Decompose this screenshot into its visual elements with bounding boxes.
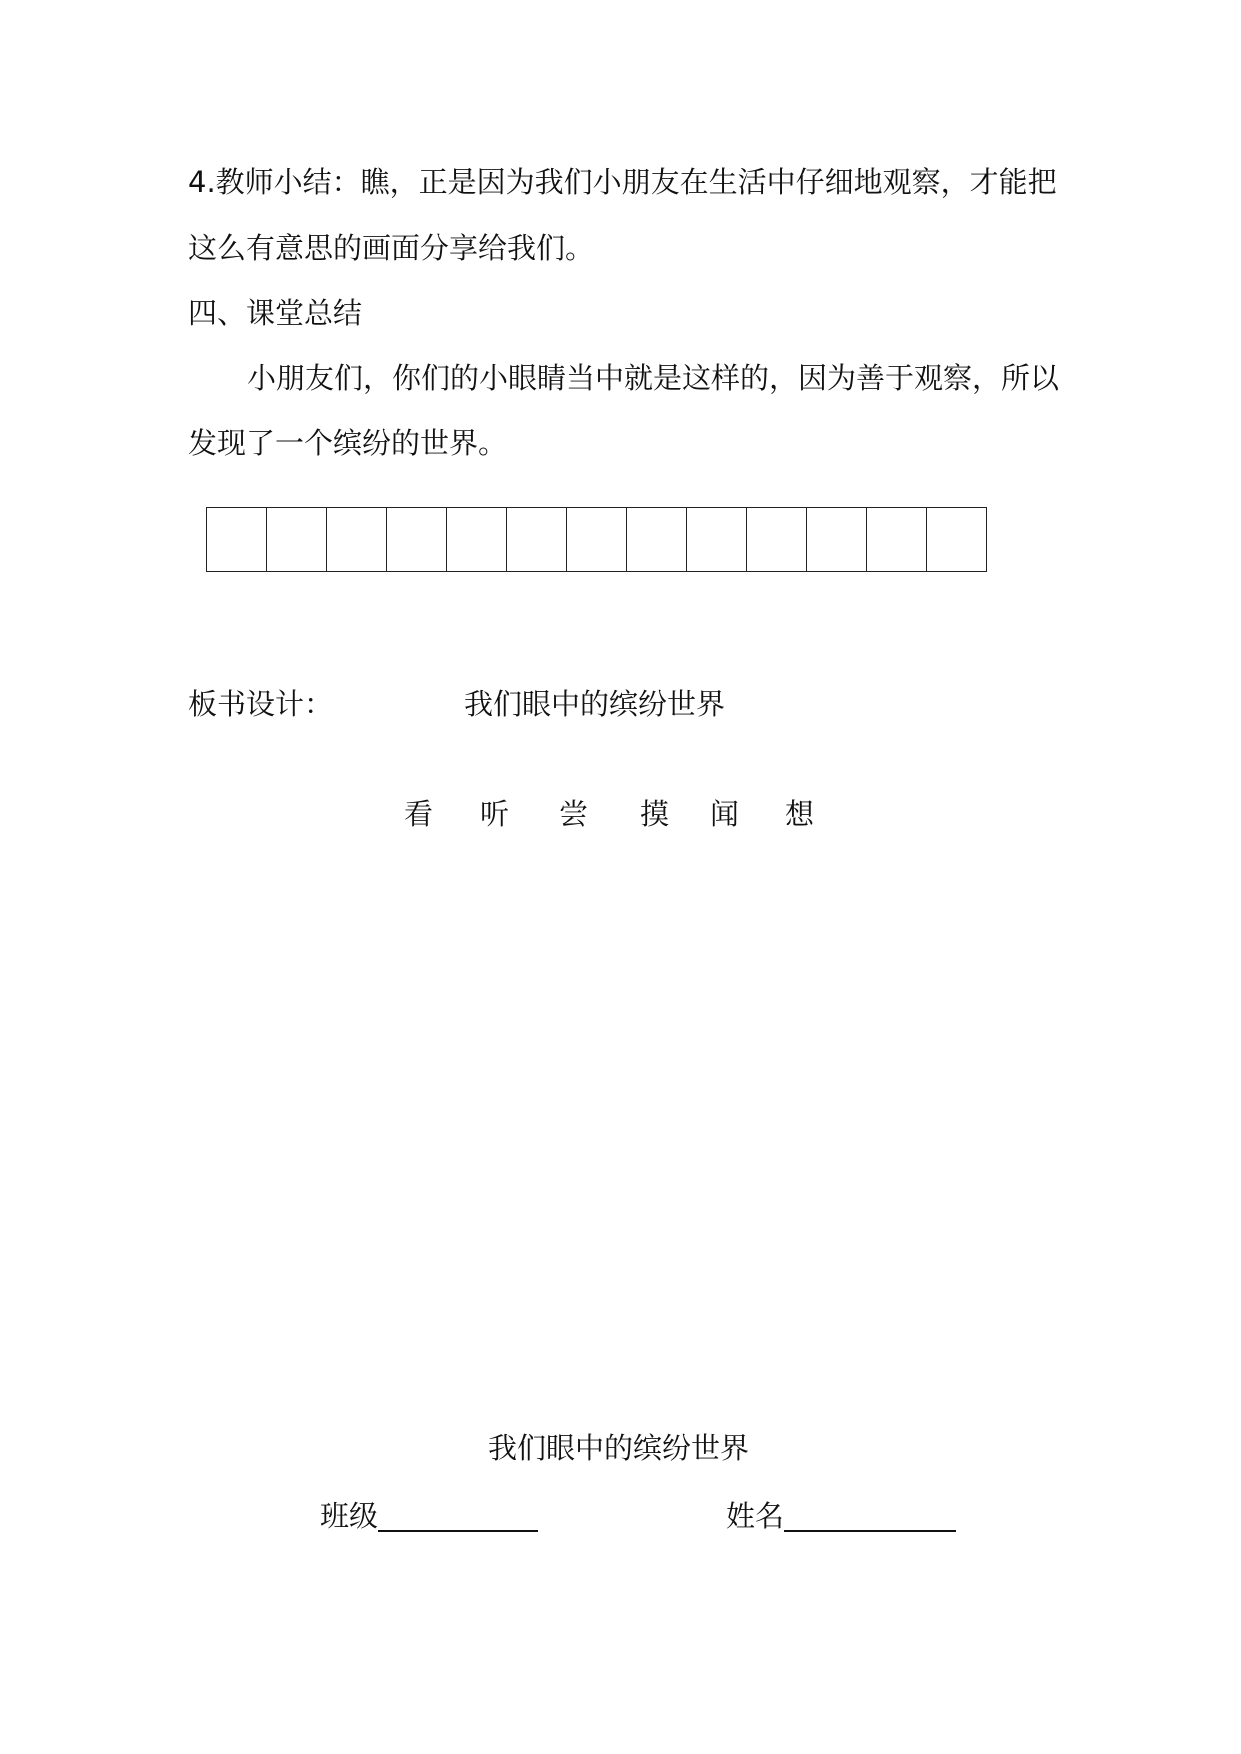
sense-think: 想 [785, 797, 815, 831]
grid-cell[interactable] [207, 507, 267, 572]
sense-smell: 闻 [710, 797, 740, 831]
summary-line-1: 4.教师小结：瞧，正是因为我们小朋友在生活中仔细地观察，才能把 [188, 165, 1057, 199]
name-blank-line[interactable] [784, 1530, 956, 1532]
grid-cell[interactable] [327, 507, 387, 572]
sense-touch: 摸 [640, 797, 670, 831]
grid-cell[interactable] [687, 507, 747, 572]
grid-cell[interactable] [267, 507, 327, 572]
class-label: 班级 [320, 1499, 379, 1533]
senses-row [404, 797, 824, 832]
class-blank-line[interactable] [378, 1530, 538, 1532]
section-heading: 四、课堂总结 [188, 296, 363, 330]
name-label: 姓名 [726, 1499, 785, 1533]
board-design-title: 我们眼中的缤纷世界 [464, 687, 726, 721]
grid-cell[interactable] [567, 507, 627, 572]
worksheet-title: 我们眼中的缤纷世界 [488, 1431, 750, 1465]
grid-cell[interactable] [627, 507, 687, 572]
summary-line-2: 这么有意思的画面分享给我们。 [188, 231, 595, 265]
sense-look: 看 [404, 797, 434, 831]
grid-cell[interactable] [927, 507, 987, 572]
conclusion-line-1: 小朋友们，你们的小眼睛当中就是这样的，因为善于观察，所以 [247, 361, 1060, 395]
grid-cell[interactable] [867, 507, 927, 572]
board-design-label: 板书设计： [188, 687, 334, 721]
answer-grid [206, 507, 987, 572]
grid-cell[interactable] [807, 507, 867, 572]
grid-cell[interactable] [387, 507, 447, 572]
grid-cell[interactable] [747, 507, 807, 572]
conclusion-line-2: 发现了一个缤纷的世界。 [188, 426, 508, 460]
sense-taste: 尝 [559, 797, 589, 831]
grid-cell[interactable] [507, 507, 567, 572]
grid-cell[interactable] [447, 507, 507, 572]
sense-listen: 听 [480, 797, 510, 831]
